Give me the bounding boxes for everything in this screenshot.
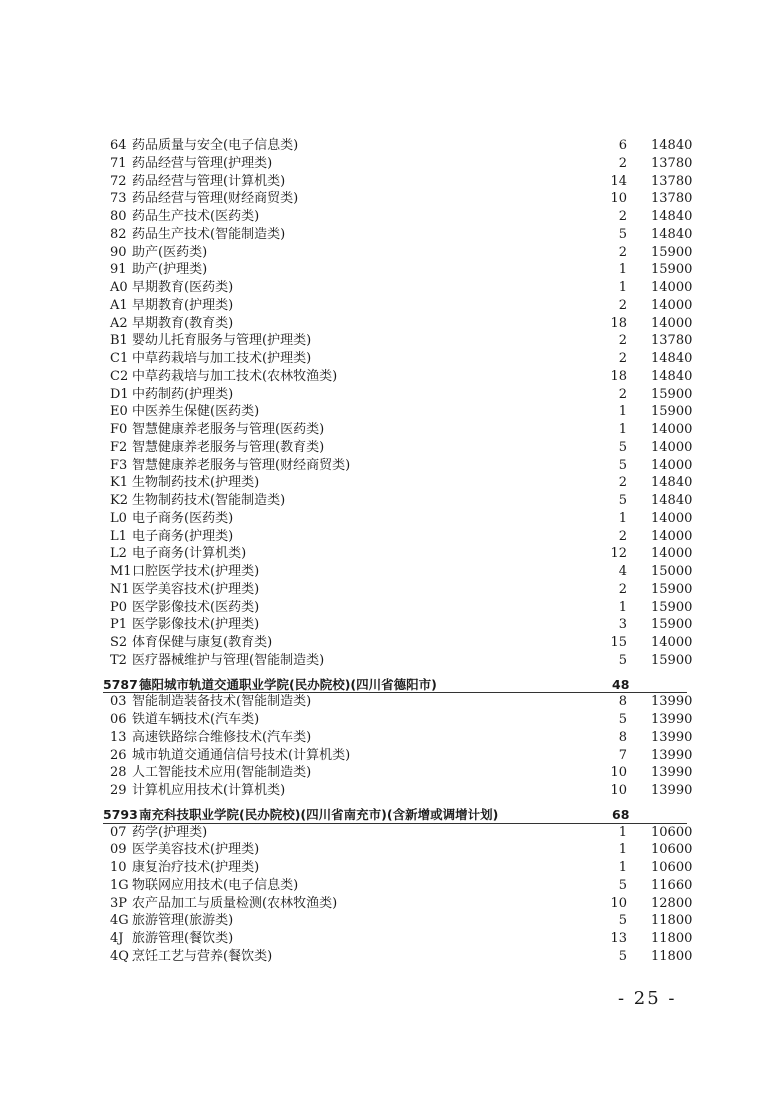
major-count: 13: [610, 931, 627, 946]
major-count: 12: [610, 546, 627, 562]
major-fee: 14000: [651, 315, 693, 331]
major-fee: 15900: [651, 652, 693, 668]
major-code: 4J: [110, 931, 124, 946]
major-name: 电子商务(计算机类): [132, 546, 247, 562]
major-name: 体育保健与康复(教育类): [132, 635, 273, 650]
major-fee: 13990: [651, 729, 693, 745]
major-fee: 14000: [651, 439, 693, 455]
major-code: P1: [110, 617, 128, 633]
major-name: 智能制造装备技术(智能制造类): [132, 694, 312, 710]
major-count: 2: [618, 297, 627, 313]
major-count: 2: [618, 351, 627, 366]
major-row: [0, 912, 777, 930]
major-count: 7: [618, 747, 627, 763]
major-name: 中医养生保健(医药类): [132, 404, 260, 420]
major-row: [0, 386, 777, 404]
major-fee: 14840: [651, 351, 693, 366]
major-code: K2: [110, 493, 128, 508]
major-name: 早期教育(医药类): [132, 280, 234, 295]
major-code: 73: [110, 191, 127, 207]
major-count: 8: [618, 694, 627, 710]
school-code: 5793: [103, 806, 138, 822]
major-fee: 14000: [651, 297, 693, 313]
major-code: E0: [110, 404, 128, 420]
major-row: [0, 350, 777, 368]
major-code: S2: [110, 635, 128, 650]
major-count: 1: [618, 860, 627, 875]
major-name: 助产(护理类): [132, 262, 208, 278]
major-fee: 15900: [651, 404, 693, 420]
major-code: N1: [110, 581, 130, 597]
school-header-row: [0, 676, 777, 694]
major-count: 18: [610, 368, 627, 384]
major-code: F2: [110, 439, 128, 455]
major-fee: 13780: [651, 173, 693, 189]
enrollment-plan-list: [0, 137, 777, 966]
major-name: 婴幼儿托育服务与管理(护理类): [132, 333, 312, 349]
major-count: 1: [618, 404, 627, 420]
major-row: [0, 930, 777, 948]
major-name: 电子商务(护理类): [132, 528, 234, 544]
school-header-row: [0, 806, 777, 824]
major-fee: 13990: [651, 783, 693, 798]
major-row: [0, 545, 777, 563]
major-code: F0: [110, 422, 128, 437]
major-name: 药品质量与安全(电子信息类): [132, 138, 299, 153]
major-row: [0, 155, 777, 173]
major-code: 09: [110, 842, 127, 858]
major-name: 康复治疗技术(护理类): [132, 860, 260, 875]
major-row: [0, 173, 777, 191]
major-count: 2: [618, 386, 627, 402]
major-row: [0, 693, 777, 711]
major-name: 助产(医药类): [132, 244, 208, 260]
major-count: 2: [618, 209, 627, 224]
school-count: 68: [612, 806, 630, 822]
major-fee: 15900: [651, 581, 693, 597]
major-fee: 15900: [651, 244, 693, 260]
major-code: A0: [110, 280, 128, 295]
major-fee: 13780: [651, 155, 693, 171]
major-count: 5: [618, 226, 627, 242]
major-code: 82: [110, 226, 127, 242]
major-count: 10: [610, 783, 627, 798]
major-fee: 14840: [651, 209, 693, 224]
major-name: 药品生产技术(医药类): [132, 209, 260, 224]
major-count: 1: [618, 842, 627, 858]
major-fee: 15900: [651, 262, 693, 278]
major-fee: 15900: [651, 599, 693, 615]
page-number: - 25 -: [618, 988, 677, 1009]
major-fee: 13990: [651, 765, 693, 781]
major-fee: 14000: [651, 528, 693, 544]
major-name: 药品经营与管理(护理类): [132, 155, 273, 171]
major-name: 药品生产技术(智能制造类): [132, 226, 286, 242]
major-count: 5: [618, 493, 627, 508]
major-name: 生物制药技术(护理类): [132, 475, 260, 491]
major-fee: 13780: [651, 333, 693, 349]
major-count: 1: [618, 262, 627, 278]
major-code: 4Q: [110, 948, 129, 964]
major-name: 智慧健康养老服务与管理(财经商贸类): [132, 457, 351, 473]
major-name: 高速铁路综合维修技术(汽车类): [132, 729, 312, 745]
major-name: 铁道车辆技术(汽车类): [132, 712, 260, 727]
major-code: 90: [110, 244, 127, 260]
major-fee: 14000: [651, 422, 693, 437]
major-name: 医学美容技术(护理类): [132, 581, 260, 597]
major-fee: 13990: [651, 712, 693, 727]
major-row: [0, 747, 777, 765]
major-fee: 14840: [651, 226, 693, 242]
major-code: 03: [110, 694, 127, 710]
major-name: 中药制药(护理类): [132, 386, 234, 402]
major-code: 72: [110, 173, 127, 189]
major-name: 智慧健康养老服务与管理(医药类): [132, 422, 325, 437]
major-row: [0, 492, 777, 510]
major-row: [0, 226, 777, 244]
major-name: 烹饪工艺与营养(餐饮类): [132, 948, 273, 964]
major-fee: 14840: [651, 138, 693, 153]
major-code: 13: [110, 729, 127, 745]
major-code: C1: [110, 351, 129, 366]
major-fee: 15000: [651, 564, 693, 579]
major-code: T2: [110, 652, 127, 668]
major-fee: 11800: [651, 913, 693, 929]
major-count: 8: [618, 729, 627, 745]
major-fee: 14000: [651, 280, 693, 295]
major-count: 15: [610, 635, 627, 650]
major-fee: 14000: [651, 510, 693, 526]
major-row: [0, 261, 777, 279]
major-fee: 14840: [651, 493, 693, 508]
major-count: 14: [610, 173, 627, 189]
major-fee: 14840: [651, 475, 693, 491]
major-code: 28: [110, 765, 127, 781]
major-count: 2: [618, 333, 627, 349]
school-name: 德阳城市轨道交通职业学院(民办院校)(四川省德阳市): [139, 676, 437, 692]
major-code: 29: [110, 783, 127, 798]
major-row: [0, 315, 777, 333]
major-name: 药学(护理类): [132, 824, 208, 840]
major-name: 早期教育(教育类): [132, 315, 234, 331]
school-count: 48: [612, 676, 630, 692]
major-count: 5: [618, 948, 627, 964]
major-count: 5: [618, 652, 627, 668]
major-count: 4: [618, 564, 627, 579]
major-row: [0, 457, 777, 475]
major-count: 6: [618, 138, 627, 153]
major-count: 1: [618, 280, 627, 295]
major-code: 3P: [110, 895, 128, 911]
major-name: 中草药栽培与加工技术(护理类): [132, 351, 312, 366]
major-code: 26: [110, 747, 127, 763]
major-count: 2: [618, 581, 627, 597]
major-count: 2: [618, 155, 627, 171]
major-count: 2: [618, 528, 627, 544]
major-fee: 10600: [651, 824, 693, 840]
major-count: 1: [618, 510, 627, 526]
major-count: 5: [618, 457, 627, 473]
major-name: 旅游管理(餐饮类): [132, 931, 234, 946]
major-row: [0, 137, 777, 155]
major-fee: 10600: [651, 860, 693, 875]
major-count: 5: [618, 877, 627, 893]
major-row: [0, 279, 777, 297]
major-name: 医学影像技术(医药类): [132, 599, 260, 615]
major-fee: 10600: [651, 842, 693, 858]
major-row: [0, 616, 777, 634]
major-row: [0, 474, 777, 492]
major-row: [0, 368, 777, 386]
major-row: [0, 190, 777, 208]
major-row: [0, 652, 777, 670]
major-fee: 14000: [651, 457, 693, 473]
major-count: 2: [618, 244, 627, 260]
major-count: 1: [618, 824, 627, 840]
major-fee: 14000: [651, 546, 693, 562]
major-name: 计算机应用技术(计算机类): [132, 783, 286, 798]
major-code: B1: [110, 333, 128, 349]
major-name: 农产品加工与质量检测(农林牧渔类): [132, 895, 338, 911]
major-fee: 11800: [651, 948, 693, 964]
major-code: L2: [110, 546, 127, 562]
major-name: 医学美容技术(护理类): [132, 842, 260, 858]
major-row: [0, 948, 777, 966]
major-fee: 14840: [651, 368, 693, 384]
major-code: C2: [110, 368, 129, 384]
major-code: K1: [110, 475, 128, 491]
major-row: [0, 599, 777, 617]
major-code: M1: [110, 564, 132, 579]
major-code: A1: [110, 297, 128, 313]
major-fee: 11660: [651, 877, 693, 893]
major-code: P0: [110, 599, 128, 615]
major-row: [0, 563, 777, 581]
major-row: [0, 439, 777, 457]
major-name: 医疗器械维护与管理(智能制造类): [132, 652, 325, 668]
major-row: [0, 764, 777, 782]
major-code: L0: [110, 510, 127, 526]
major-name: 中草药栽培与加工技术(农林牧渔类): [132, 368, 338, 384]
major-row: [0, 824, 777, 842]
major-count: 10: [610, 895, 627, 911]
major-name: 智慧健康养老服务与管理(教育类): [132, 439, 325, 455]
major-row: [0, 581, 777, 599]
major-row: [0, 782, 777, 800]
major-count: 3: [618, 617, 627, 633]
major-code: D1: [110, 386, 129, 402]
major-count: 10: [610, 191, 627, 207]
major-row: [0, 510, 777, 528]
major-code: A2: [110, 315, 128, 331]
major-fee: 15900: [651, 617, 693, 633]
major-count: 18: [610, 315, 627, 331]
school-name: 南充科技职业学院(民办院校)(四川省南充市)(含新增或调增计划): [139, 806, 499, 822]
major-count: 1: [618, 422, 627, 437]
major-row: [0, 895, 777, 913]
major-fee: 13990: [651, 747, 693, 763]
major-row: [0, 528, 777, 546]
major-count: 1: [618, 599, 627, 615]
major-name: 城市轨道交通通信信号技术(计算机类): [132, 747, 351, 763]
major-code: 1G: [110, 877, 129, 893]
major-code: 4G: [110, 913, 129, 929]
major-row: [0, 421, 777, 439]
major-code: 80: [110, 209, 127, 224]
major-row: [0, 841, 777, 859]
major-row: [0, 244, 777, 262]
major-fee: 15900: [651, 386, 693, 402]
major-count: 10: [610, 765, 627, 781]
major-count: 5: [618, 712, 627, 727]
major-code: 06: [110, 712, 127, 727]
major-code: F3: [110, 457, 128, 473]
major-name: 口腔医学技术(护理类): [132, 564, 260, 579]
major-row: [0, 859, 777, 877]
major-fee: 13990: [651, 694, 693, 710]
major-name: 物联网应用技术(电子信息类): [132, 877, 299, 893]
major-row: [0, 877, 777, 895]
major-code: 07: [110, 824, 127, 840]
major-name: 药品经营与管理(计算机类): [132, 173, 286, 189]
major-name: 药品经营与管理(财经商贸类): [132, 191, 299, 207]
major-name: 早期教育(护理类): [132, 297, 234, 313]
major-row: [0, 403, 777, 421]
major-count: 2: [618, 475, 627, 491]
major-name: 旅游管理(旅游类): [132, 913, 234, 929]
major-name: 医学影像技术(护理类): [132, 617, 260, 633]
major-code: 91: [110, 262, 127, 278]
major-row: [0, 729, 777, 747]
major-count: 5: [618, 439, 627, 455]
major-fee: 14000: [651, 635, 693, 650]
major-count: 5: [618, 913, 627, 929]
major-code: 71: [110, 155, 127, 171]
school-code: 5787: [103, 676, 138, 692]
major-code: 64: [110, 138, 127, 153]
major-code: L1: [110, 528, 127, 544]
major-code: 10: [110, 860, 127, 875]
major-fee: 13780: [651, 191, 693, 207]
major-row: [0, 711, 777, 729]
major-name: 人工智能技术应用(智能制造类): [132, 765, 312, 781]
major-name: 生物制药技术(智能制造类): [132, 493, 286, 508]
major-row: [0, 297, 777, 315]
major-row: [0, 634, 777, 652]
major-row: [0, 208, 777, 226]
major-fee: 11800: [651, 931, 693, 946]
major-fee: 12800: [651, 895, 693, 911]
major-name: 电子商务(医药类): [132, 510, 234, 526]
major-row: [0, 332, 777, 350]
